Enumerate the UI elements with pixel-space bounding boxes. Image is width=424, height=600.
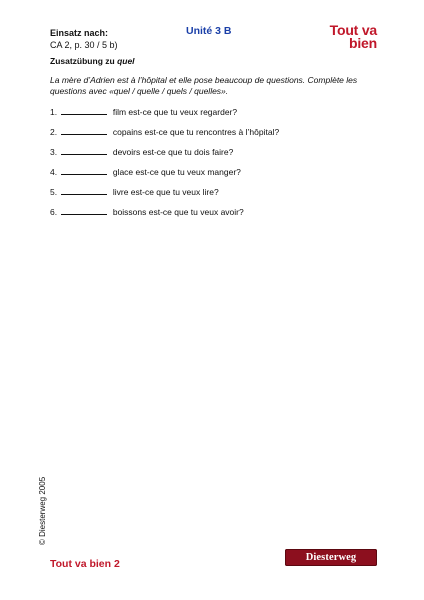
item-text: livre est-ce que tu veux lire? (112, 187, 219, 197)
unit-title: Unité 3 B (186, 25, 232, 37)
exercise-item (50, 106, 370, 126)
exercise-item (50, 146, 370, 166)
item-text: boissons est-ce que tu veux avoir? (112, 207, 244, 217)
einsatz-label: Einsatz nach: (50, 28, 109, 38)
reference-block (50, 27, 118, 51)
publisher-logo (285, 549, 377, 566)
brand-logo-line1: Tout va (329, 22, 377, 38)
answer-blank[interactable] (61, 146, 107, 155)
copyright-notice: © Diesterweg 2005 (38, 476, 47, 545)
answer-blank[interactable] (61, 206, 107, 215)
item-number: 4. (50, 167, 58, 177)
exercise-title (50, 56, 135, 66)
item-number: 1. (50, 107, 58, 117)
item-text: devoirs est-ce que tu dois faire? (112, 147, 234, 157)
item-number: 6. (50, 207, 58, 217)
exercise-title-word: quel (117, 56, 135, 66)
item-number: 5. (50, 187, 58, 197)
exercise-item (50, 186, 370, 206)
publisher-name: Diesterweg (305, 552, 357, 563)
brand-logo (330, 24, 377, 50)
item-text: glace est-ce que tu veux manger? (112, 167, 241, 177)
exercise-item (50, 206, 370, 226)
exercise-instruction: La mère d’Adrien est à l’hôpital et elle pose beaucoup de questions. Complète les questions avec «quel / quelle / quels / quelles». (50, 75, 358, 96)
item-text: copains est-ce que tu rencontres à l’hôpital? (112, 127, 280, 137)
page-reference: CA 2, p. 30 / 5 b) (50, 40, 118, 50)
item-number: 3. (50, 147, 58, 157)
answer-blank[interactable] (61, 126, 107, 135)
item-text: film est-ce que tu veux regarder? (112, 107, 238, 117)
item-number: 2. (50, 127, 58, 137)
footer-title: Tout va bien 2 (50, 558, 120, 570)
brand-logo-line2: bien (349, 35, 377, 51)
answer-blank[interactable] (61, 106, 107, 115)
exercise-list (50, 106, 370, 226)
exercise-item (50, 126, 370, 146)
answer-blank[interactable] (61, 166, 107, 175)
exercise-title-prefix: Zusatzübung zu (50, 56, 115, 66)
answer-blank[interactable] (61, 186, 107, 195)
exercise-item (50, 166, 370, 186)
